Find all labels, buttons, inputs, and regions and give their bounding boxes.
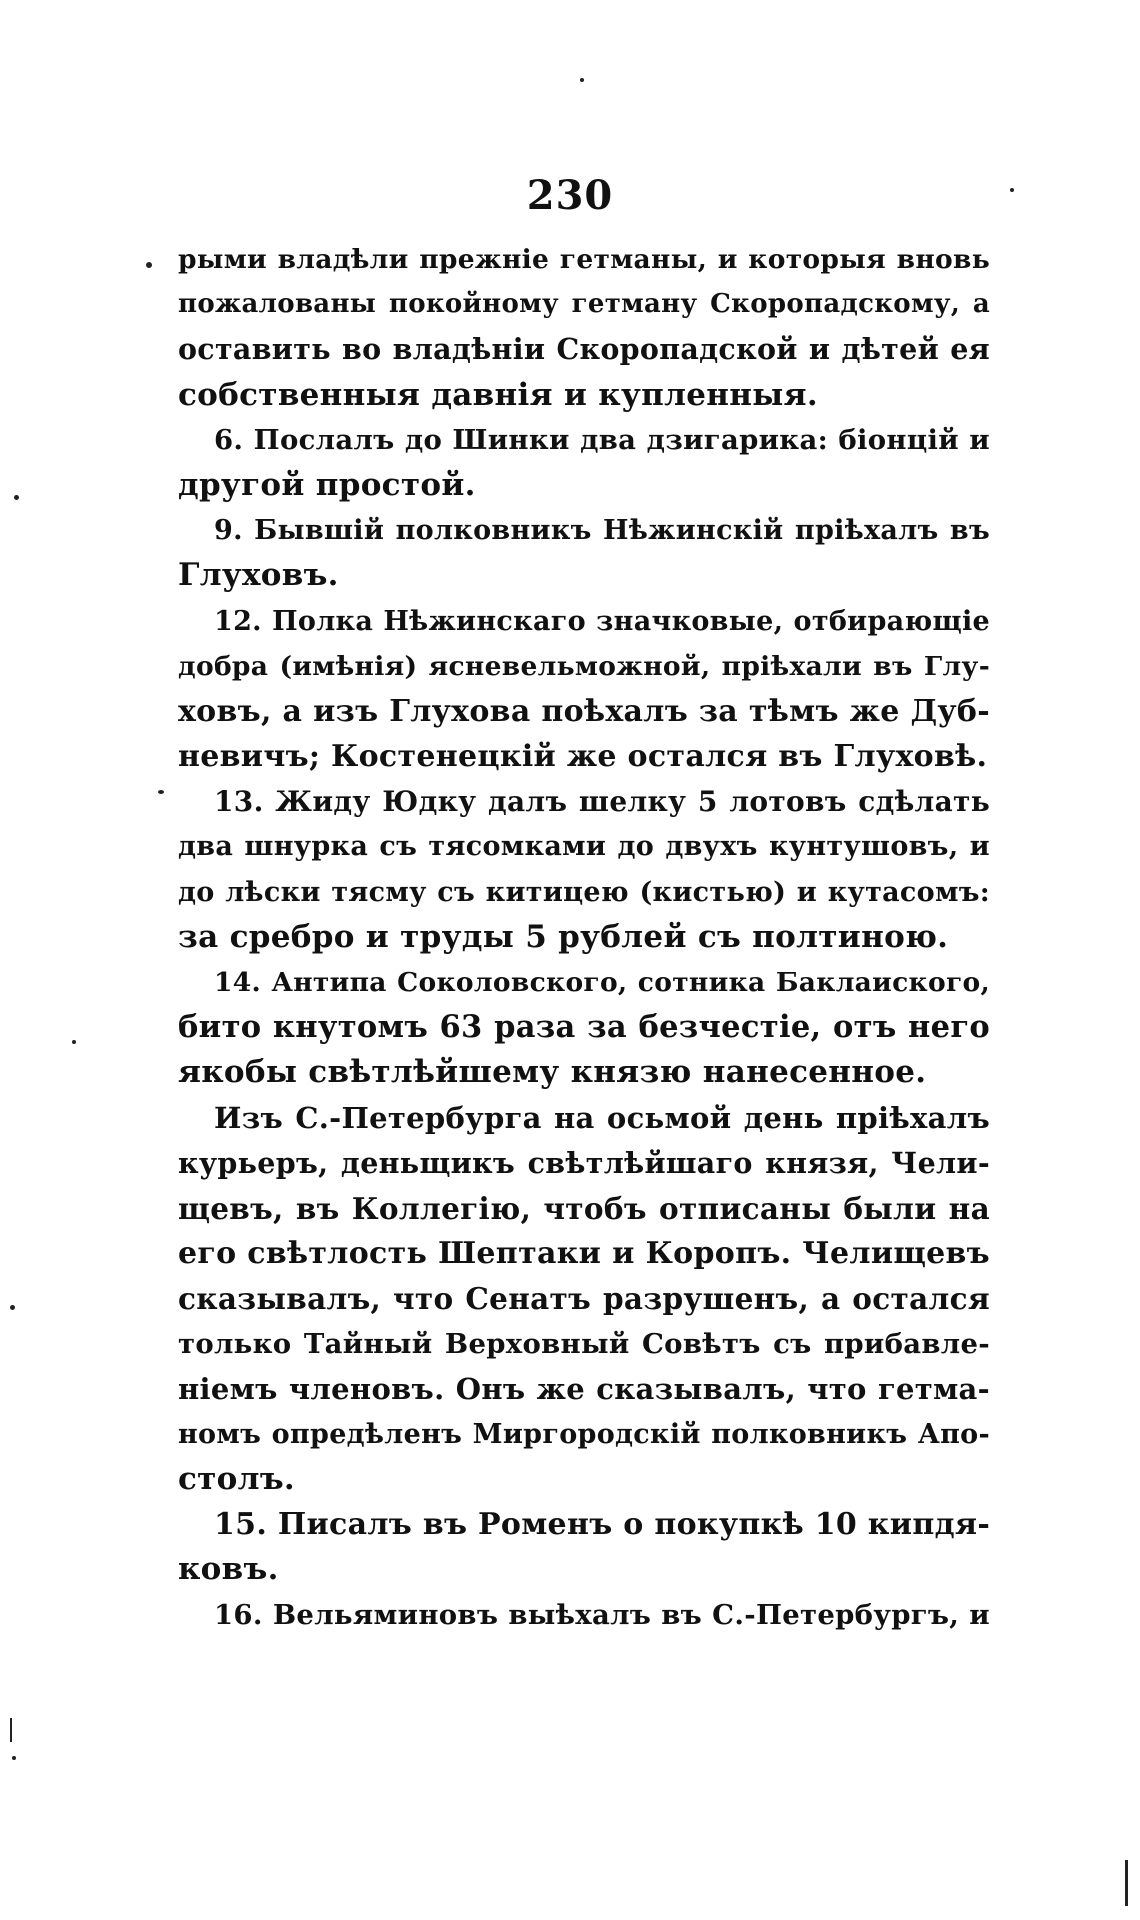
- text-line: 13. Жиду Юдку далъ шелку 5 лотовъ сдѣлать: [214, 785, 990, 819]
- text-line: два шнурка съ тясомками до двухъ кунтушовъ, и: [178, 831, 990, 863]
- text-line: за сребро и труды 5 рублей съ полтиною.: [178, 918, 949, 955]
- text-line: курьеръ, деньщикъ свѣтлѣйшаго князя, Чели-: [178, 1145, 990, 1180]
- text-line: 15. Писалъ въ Роменъ о покупкѣ 10 кипдя-: [214, 1507, 991, 1543]
- text-line: невичъ; Костенецкій же остался въ Глуховѣ.: [178, 739, 988, 775]
- scan-speck: [580, 78, 584, 82]
- scan-speck: [158, 790, 164, 794]
- text-line: рыми владѣли прежніе гетманы, и которыя вновь: [178, 244, 990, 275]
- text-line: Изъ С.-Петербурга на осьмой день пріѣхалъ: [214, 1100, 990, 1135]
- text-line: 14. Антипа Соколовского, сотника Баклаиского,: [214, 967, 990, 998]
- text-line: 6. Послалъ до Шинки два дзигарика: біонцій и: [214, 423, 990, 456]
- text-line: 12. Полка Нѣжинскаго значковые, отбирающіе: [214, 605, 990, 637]
- text-line: Глуховъ.: [178, 557, 339, 594]
- body-text: [178, 237, 990, 1638]
- scan-speck: [1010, 188, 1014, 192]
- text-line: его свѣтлость Шептаки и Коропъ. Челищевъ: [178, 1236, 990, 1272]
- scan-speck: [10, 1305, 15, 1310]
- text-line: ніемъ членовъ. Онъ же сказывалъ, что гетма-: [178, 1371, 990, 1406]
- text-line: 9. Бывшій полковникъ Нѣжинскій пріѣхалъ въ: [214, 515, 990, 547]
- text-line: пожалованы покойному гетману Скоропадскому, а: [178, 289, 990, 320]
- page-number: 230: [526, 172, 614, 219]
- text-line: другой простой.: [178, 466, 476, 503]
- text-line: сказывалъ, что Сенатъ разрушенъ, а остался: [178, 1281, 990, 1317]
- scan-speck: [14, 495, 19, 500]
- scan-speck: [72, 1040, 76, 1044]
- text-line: номъ опредѣленъ Миргородскій полковникъ Апо-: [178, 1418, 990, 1450]
- text-line: добра (имѣнія) ясневельможной, пріѣхали въ Глу-: [178, 650, 990, 682]
- scan-mark: [10, 1718, 12, 1742]
- text-line: щевъ, въ Коллегію, чтобъ отписаны были на: [178, 1190, 990, 1226]
- text-line: ковъ.: [178, 1551, 279, 1588]
- scan-speck: [12, 1756, 16, 1760]
- text-line: ховъ, а изъ Глухова поѣхалъ за тѣмъ же Дуб-: [178, 693, 990, 729]
- text-line: якобы свѣтлѣйшему князю нанесенное.: [178, 1054, 927, 1091]
- text-line: 16. Вельяминовъ выѣхалъ въ С.-Петербургъ, и: [214, 1598, 990, 1631]
- scan-speck: [146, 262, 152, 268]
- text-line: только Тайный Верховный Совѣтъ съ прибавле-: [178, 1327, 990, 1360]
- text-line: собственныя давнія и купленныя.: [178, 376, 818, 413]
- text-line: бито кнутомъ 63 раза за безчестіе, отъ него: [178, 1009, 990, 1046]
- scan-mark: [1125, 1860, 1128, 1906]
- text-line: столъ.: [178, 1461, 295, 1498]
- text-line: до лѣски тясму съ китицею (кистью) и кутасомъ:: [178, 876, 990, 908]
- text-line: оставить во владѣніи Скоропадской и дѣтей ея: [178, 332, 990, 367]
